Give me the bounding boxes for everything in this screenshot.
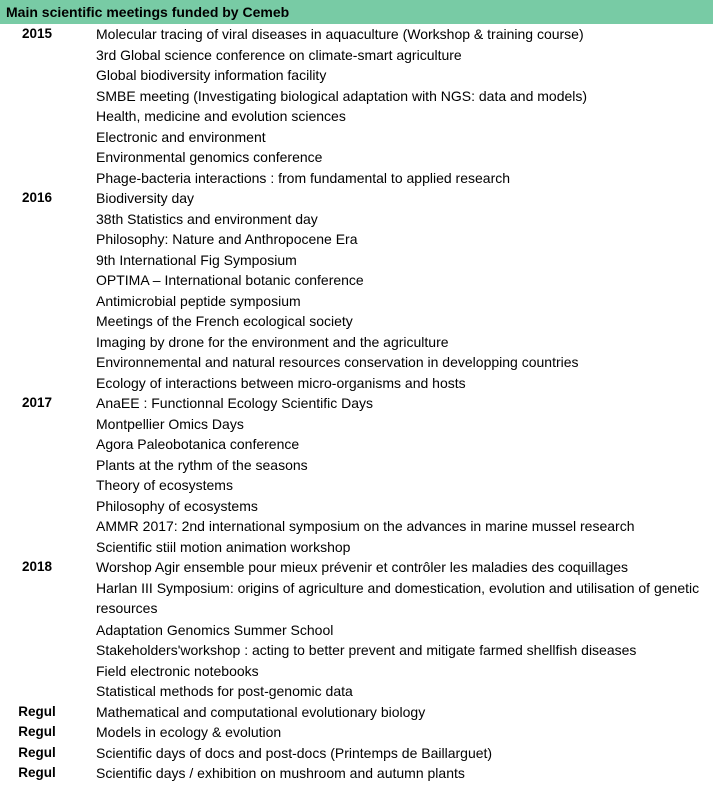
meeting-cell: Montpellier Omics Days [96, 415, 244, 432]
table-row [0, 373, 713, 394]
meeting-cell: 38th Statistics and environment day [96, 210, 318, 227]
meetings-table [0, 24, 713, 784]
year-cell: Regul [18, 765, 56, 780]
table-row [0, 24, 713, 45]
meeting-cell: Plants at the rythm of the seasons [96, 456, 308, 473]
table-row [0, 209, 713, 230]
table-row [0, 496, 713, 517]
meeting-cell: OPTIMA – International botanic conference [96, 272, 364, 288]
meeting-cell: Environnemental and natural resources conservation in developping countries [96, 354, 579, 370]
meeting-cell: Worshop Agir ensemble pour mieux prévenir et contrôler les maladies des coquillages [96, 559, 629, 575]
meeting-cell: Scientific days / exhibition on mushroom and autumn plants [96, 765, 465, 781]
table-row [0, 311, 713, 332]
meeting-cell: Ecology of interactions between micro-organisms and hosts [96, 374, 466, 391]
meeting-cell: 3rd Global science conference on climate-smart agriculture [96, 46, 462, 63]
meeting-cell: Scientific stiil motion animation workshop [96, 538, 351, 555]
table-row [0, 475, 713, 496]
table-row [0, 86, 713, 107]
table-row [0, 537, 713, 558]
year-cell: 2016 [21, 190, 53, 205]
meeting-cell: Adaptation Genomics Summer School [96, 621, 334, 638]
table-title: Main scientific meetings funded by Cemeb [0, 0, 713, 24]
meeting-cell: Biodiversity day [96, 190, 195, 206]
table-row [0, 188, 713, 209]
meeting-cell: Phage-bacteria interactions : from fundamental to applied research [96, 169, 511, 186]
table-row [0, 393, 713, 414]
meeting-cell: Harlan III Symposium: origins of agriculture and domestication, evolution and utilisation of genetic resources [96, 579, 700, 616]
meeting-cell: 9th International Fig Symposium [96, 251, 297, 268]
table-row [0, 250, 713, 271]
year-cell: Regul [18, 744, 56, 760]
table-row [0, 620, 713, 641]
meeting-cell: Stakeholders'workshop : acting to better prevent and mitigate farmed shellfish diseases [96, 642, 637, 658]
meeting-cell: Health, medicine and evolution sciences [96, 108, 346, 124]
meeting-cell: Environmental genomics conference [96, 149, 323, 165]
table-row [0, 640, 713, 661]
table-row [0, 65, 713, 86]
meeting-cell: Models in ecology & evolution [96, 724, 282, 740]
table-row [0, 661, 713, 682]
year-cell: 2015 [21, 26, 53, 41]
table-row [0, 722, 713, 743]
meeting-cell: SMBE meeting (Investigating biological adaptation with NGS: data and models) [96, 87, 588, 104]
year-cell: Regul [18, 703, 56, 719]
table-row [0, 743, 713, 764]
table-row [0, 147, 713, 168]
meeting-cell: Antimicrobial peptide symposium [96, 292, 301, 309]
table-row [0, 127, 713, 148]
meeting-cell: Meetings of the French ecological society [96, 313, 353, 329]
table-row [0, 414, 713, 435]
meeting-cell: Scientific days of docs and post-docs (Printemps de Baillarguet) [96, 744, 493, 761]
meeting-cell: Statistical methods for post-genomic data [96, 683, 353, 699]
table-row [0, 681, 713, 702]
year-cell: 2018 [21, 559, 53, 574]
table-row [0, 270, 713, 291]
table-row [0, 291, 713, 312]
meeting-cell: AMMR 2017: 2nd international symposium on the advances in marine mussel research [96, 518, 635, 534]
meeting-cell: Field electronic notebooks [96, 662, 259, 679]
table-row [0, 352, 713, 373]
meeting-cell: Imaging by drone for the environment and the agriculture [96, 333, 449, 350]
table-row [0, 516, 713, 537]
meeting-cell: Philosophy of ecosystems [96, 497, 258, 514]
meeting-cell: Agora Paleobotanica conference [96, 436, 300, 452]
meeting-cell: Theory of ecosystems [96, 477, 233, 493]
meeting-cell: Philosophy: Nature and Anthropocene Era [96, 231, 358, 247]
table-row [0, 45, 713, 66]
table-row [0, 229, 713, 250]
meeting-cell: Mathematical and computational evolutionary biology [96, 703, 426, 720]
meeting-cell: AnaEE : Functionnal Ecology Scientific Days [96, 395, 374, 411]
table-row [0, 578, 713, 620]
year-cell: 2017 [21, 395, 53, 410]
table-row [0, 557, 713, 578]
table-row [0, 106, 713, 127]
table-row [0, 455, 713, 476]
meeting-cell: Global biodiversity information facility [96, 67, 327, 83]
meeting-cell: Electronic and environment [96, 128, 266, 145]
meeting-cell: Molecular tracing of viral diseases in aquaculture (Workshop & training course) [96, 26, 584, 42]
year-cell: Regul [18, 724, 56, 739]
table-row [0, 763, 713, 784]
table-row [0, 434, 713, 455]
table-row [0, 332, 713, 353]
table-row [0, 702, 713, 723]
table-row [0, 168, 713, 189]
